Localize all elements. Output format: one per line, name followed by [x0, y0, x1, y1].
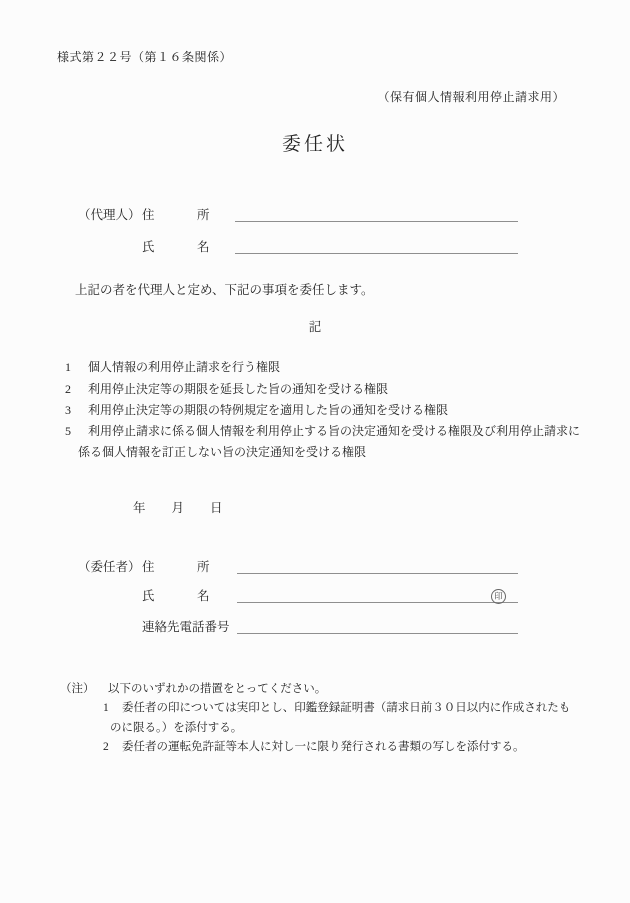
principal-section-label: （委任者）: [78, 560, 141, 574]
agent-section-label: （代理人）: [78, 208, 141, 222]
form-number: 様式第２２号（第１６条関係）: [57, 50, 233, 64]
note-item: [103, 738, 580, 758]
note-item: [103, 699, 580, 738]
list-item-text: 利用停止請求に係る個人情報を利用停止する旨の決定通知を受ける権限及び利用停止請求に係る個人情報を訂正しない旨の決定通知を受ける権限: [78, 424, 581, 459]
date-month-label: 月: [171, 501, 185, 515]
agent-address-blank: [235, 205, 518, 222]
list-item: [0, 421, 583, 463]
note-item-text: 委任者の印については実印とし、印鑑登録証明書（請求日前３０日以内に作成されたものに限る。）を添付する。: [110, 702, 571, 734]
note-intro: 以下のいずれかの措置をとってください。: [108, 683, 327, 695]
principal-phone-row: [0, 617, 630, 634]
agent-name-label-1: 氏: [142, 240, 155, 254]
principal-address-label-1: 住: [142, 560, 155, 574]
agent-name-label-2: 名: [197, 240, 210, 254]
list-item: [0, 379, 583, 400]
list-item: [0, 400, 583, 421]
list-item-number: 5: [65, 424, 71, 438]
note-label: （注）: [60, 683, 95, 695]
note-item-number: 2: [103, 741, 109, 753]
principal-name-label-2: 名: [197, 589, 210, 603]
list-item-number: 3: [65, 403, 71, 417]
agent-name-row: [0, 237, 630, 254]
list-item-text: 利用停止決定等の期限の特例規定を適用した旨の通知を受ける権限: [88, 403, 449, 417]
principal-phone-label: 連絡先電話番号: [142, 620, 230, 634]
list-item: [0, 357, 583, 378]
date-line: [133, 498, 249, 516]
principal-name-row: [0, 586, 630, 603]
agent-address-label-1: 住: [142, 208, 155, 222]
declaration-text: 上記の者を代理人と定め、下記の事項を委任します。: [75, 283, 374, 297]
principal-name-blank: [237, 586, 518, 603]
principal-address-row: [0, 557, 630, 574]
note-item-number: 1: [103, 702, 109, 714]
purpose-note: （保有個人情報利用停止請求用）: [377, 90, 565, 104]
agent-name-blank: [235, 237, 518, 254]
seal-mark: 印: [491, 589, 506, 604]
document-title: 委任状: [281, 134, 348, 155]
principal-address-label-2: 所: [197, 560, 210, 574]
date-year-label: 年: [133, 501, 146, 515]
agent-address-row: [0, 205, 630, 222]
agent-address-label-2: 所: [197, 208, 210, 222]
list-item-number: 1: [65, 360, 71, 374]
list-item-text: 利用停止決定等の期限を延長した旨の通知を受ける権限: [88, 382, 389, 396]
principal-address-blank: [237, 557, 518, 574]
date-day-label: 日: [210, 501, 223, 515]
note-item-text: 委任者の運転免許証等本人に対し一に限り発行される書類の写しを添付する。: [122, 741, 525, 753]
principal-name-label-1: 氏: [142, 589, 155, 603]
ki-heading: 記: [308, 320, 322, 334]
list-item-text: 個人情報の利用停止請求を行う権限: [88, 360, 281, 374]
principal-phone-blank: [237, 617, 518, 634]
list-item-number: 2: [65, 382, 71, 396]
